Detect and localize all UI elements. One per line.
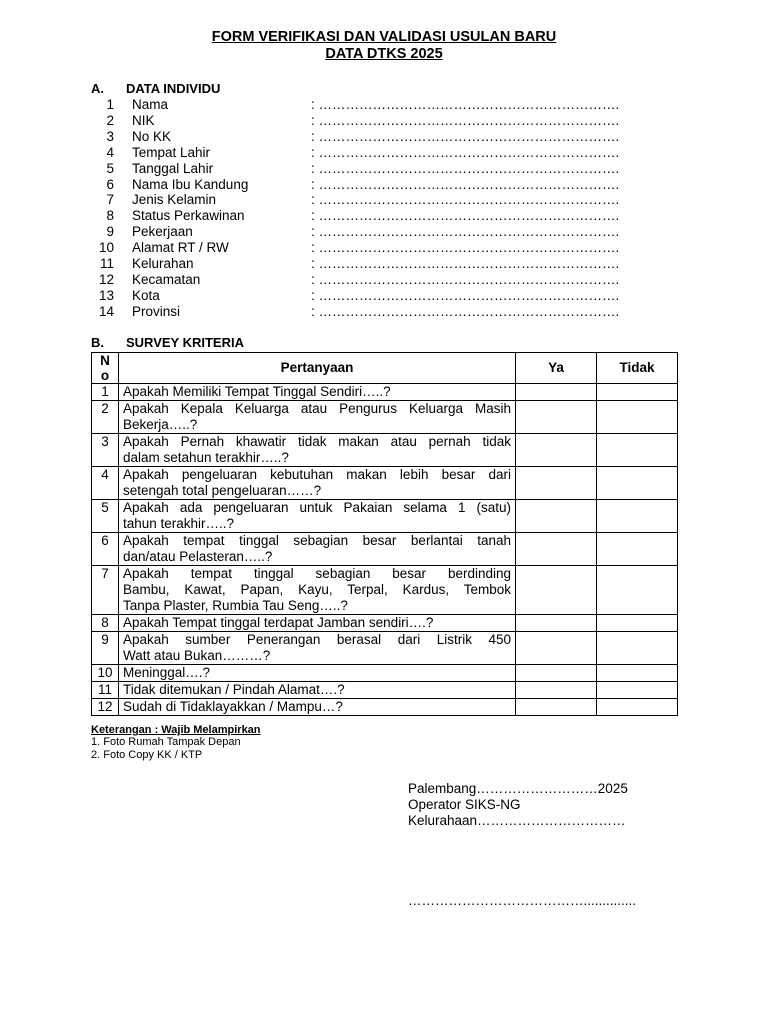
answer-ya-cell[interactable] — [516, 615, 597, 632]
answer-ya-cell[interactable] — [516, 384, 597, 401]
row-number: 12 — [92, 699, 119, 716]
row-number: 8 — [92, 615, 119, 632]
answer-ya-cell[interactable] — [516, 500, 597, 533]
field-number: 2 — [106, 112, 114, 128]
answer-tidak-cell[interactable] — [597, 500, 678, 533]
field-fill-line[interactable]: : …………………………………………………………. — [311, 144, 620, 160]
field-fill-line[interactable]: : …………………………………………………………. — [311, 240, 620, 256]
section-a-heading — [91, 81, 220, 96]
answer-tidak-cell[interactable] — [597, 699, 678, 716]
signature-place-date: Palembang………………………2025 — [408, 781, 628, 796]
field-number: 8 — [106, 208, 114, 224]
field-fill-line[interactable]: : …………………………………………………………. — [311, 112, 620, 128]
question-line: Apakah ada pengeluaran untuk Pakaian selama 1 (satu) — [123, 500, 511, 515]
row-question — [119, 533, 516, 566]
table-row — [92, 533, 678, 566]
question-line: Apakah tempat tinggal sebagian besar berdinding — [123, 566, 511, 581]
field-label: Nama — [132, 97, 169, 112]
question-line: Apakah Tempat tinggal terdapat Jamban sendiri….? — [123, 615, 434, 630]
row-number: 5 — [92, 500, 119, 533]
field-label: Alamat RT / RW — [132, 240, 229, 256]
signature-role: Operator SIKS-NG — [408, 797, 521, 812]
question-line: dalam setahun terakhir…..? — [123, 450, 289, 465]
question-line: Apakah sumber Penerangan berasal dari Listrik 450 — [123, 632, 511, 647]
col-header-no — [92, 353, 119, 384]
section-a-title: DATA INDIVIDU — [126, 81, 221, 96]
question-line: Watt atau Bukan………? — [123, 648, 271, 663]
row-number: 10 — [92, 665, 119, 682]
survey-table-header — [92, 353, 678, 384]
question-line: Apakah Memiliki Tempat Tinggal Sendiri…..? — [123, 384, 391, 399]
field-number: 7 — [106, 192, 114, 208]
col-header-pertanyaan: Pertanyaan — [119, 353, 516, 384]
answer-tidak-cell[interactable] — [597, 434, 678, 467]
col-header-no-text: N o — [100, 353, 110, 383]
table-row — [92, 699, 678, 716]
field-fill-line[interactable]: : …………………………………………………………. — [311, 224, 620, 240]
field-number: 6 — [106, 176, 114, 192]
field-fill-line[interactable]: : …………………………………………………………. — [311, 192, 620, 208]
field-fill-line[interactable]: : …………………………………………………………. — [311, 208, 620, 224]
row-number: 7 — [92, 566, 119, 615]
field-number: 3 — [106, 128, 114, 144]
field-number: 14 — [98, 303, 114, 319]
form-subtitle: DATA DTKS 2025 — [325, 46, 443, 62]
table-row — [92, 467, 678, 500]
answer-ya-cell[interactable] — [516, 665, 597, 682]
table-row — [92, 401, 678, 434]
form-title: FORM VERIFIKASI DAN VALIDASI USULAN BARU — [211, 29, 557, 45]
field-number: 1 — [106, 97, 114, 112]
row-question — [119, 699, 516, 716]
field-fill-line[interactable]: : …………………………………………………………. — [311, 271, 620, 287]
answer-tidak-cell[interactable] — [597, 682, 678, 699]
question-line: Apakah Kepala Keluarga atau Pengurus Keluarga Masih — [123, 401, 511, 416]
field-number: 11 — [99, 256, 114, 271]
answer-ya-cell[interactable] — [516, 566, 597, 615]
answer-ya-cell[interactable] — [516, 401, 597, 434]
section-b-letter: B. — [91, 335, 104, 350]
field-fill-line[interactable]: : …………………………………………………………. — [311, 287, 620, 303]
field-number: 13 — [98, 287, 114, 303]
row-number: 2 — [92, 401, 119, 434]
answer-tidak-cell[interactable] — [597, 632, 678, 665]
field-label: Kecamatan — [132, 271, 201, 287]
row-question — [119, 632, 516, 665]
field-label: NIK — [132, 112, 155, 128]
col-header-ya: Ya — [516, 353, 597, 384]
table-row — [92, 632, 678, 665]
answer-ya-cell[interactable] — [516, 699, 597, 716]
answer-tidak-cell[interactable] — [597, 615, 678, 632]
table-row — [92, 615, 678, 632]
section-b-title: SURVEY KRITERIA — [126, 335, 244, 350]
field-label: Kelurahan — [132, 256, 194, 271]
row-number: 4 — [92, 467, 119, 500]
field-fill-line[interactable]: : …………………………………………………………. — [311, 97, 620, 112]
row-number: 6 — [92, 533, 119, 566]
field-label: Tempat Lahir — [132, 144, 211, 160]
question-line: Bambu, Kawat, Papan, Kayu, Terpal, Kardus, Tembok — [123, 582, 511, 597]
answer-ya-cell[interactable] — [516, 533, 597, 566]
row-question — [119, 434, 516, 467]
field-number: 5 — [106, 160, 114, 176]
signature-kelurahan: Kelurahaan…………………………… — [408, 813, 626, 828]
field-label: Provinsi — [132, 303, 181, 319]
answer-ya-cell[interactable] — [516, 682, 597, 699]
keterangan-heading: Keterangan : Wajib Melampirkan — [91, 724, 261, 736]
field-label: Tanggal Lahir — [132, 160, 214, 176]
field-number: 4 — [106, 144, 114, 160]
row-question — [119, 615, 516, 632]
field-label: Nama Ibu Kandung — [132, 176, 249, 192]
question-line: Sudah di Tidaklayakkan / Mampu…? — [123, 699, 343, 714]
answer-tidak-cell[interactable] — [597, 566, 678, 615]
section-a-letter: A. — [91, 81, 104, 96]
row-question — [119, 665, 516, 682]
row-number: 1 — [92, 384, 119, 401]
answer-ya-cell[interactable] — [516, 434, 597, 467]
question-line: setengah total pengeluaran……? — [123, 483, 322, 498]
keterangan — [91, 724, 261, 762]
row-question — [119, 467, 516, 500]
answer-tidak-cell[interactable] — [597, 401, 678, 434]
question-line: Meninggal….? — [123, 665, 211, 680]
keterangan-item: 1. Foto Rumah Tampak Depan — [91, 736, 241, 748]
section-b-heading — [91, 335, 244, 350]
field-label: Status Perkawinan — [132, 208, 245, 224]
table-row — [92, 566, 678, 615]
row-number: 11 — [92, 682, 119, 699]
field-number: 12 — [98, 271, 114, 287]
col-header-tidak: Tidak — [597, 353, 678, 384]
row-question — [119, 500, 516, 533]
answer-tidak-cell[interactable] — [597, 533, 678, 566]
field-label: Pekerjaan — [132, 224, 193, 240]
row-number: 9 — [92, 632, 119, 665]
question-line: Tidak ditemukan / Pindah Alamat….? — [123, 682, 345, 697]
signature-name-line: ………………………………….............. — [408, 893, 637, 908]
field-number: 10 — [98, 240, 114, 256]
question-line: Apakah pengeluaran kebutuhan makan lebih besar dari — [123, 467, 511, 482]
row-question — [119, 401, 516, 434]
table-row — [92, 384, 678, 401]
field-number: 9 — [106, 224, 114, 240]
answer-tidak-cell[interactable] — [597, 467, 678, 500]
row-question — [119, 682, 516, 699]
row-question — [119, 384, 516, 401]
field-label: Jenis Kelamin — [132, 192, 217, 208]
survey-table — [91, 352, 678, 716]
question-line: Apakah tempat tinggal sebagian besar berlantai tanah — [123, 533, 511, 548]
field-fill-line[interactable]: : …………………………………………………………. — [311, 176, 620, 192]
field-fill-line[interactable]: : …………………………………………………………. — [311, 160, 620, 176]
table-row — [92, 682, 678, 699]
table-row — [92, 500, 678, 533]
field-fill-line[interactable]: : …………………………………………………………. — [311, 303, 620, 319]
table-row — [92, 434, 678, 467]
table-row — [92, 665, 678, 682]
question-line: tahun terakhir…..? — [123, 516, 235, 531]
row-number: 3 — [92, 434, 119, 467]
field-label: No KK — [132, 128, 172, 144]
answer-ya-cell[interactable] — [516, 632, 597, 665]
field-fill-line[interactable]: : …………………………………………………………. — [311, 256, 620, 271]
field-label: Kota — [132, 287, 160, 303]
keterangan-item: 2. Foto Copy KK / KTP — [91, 749, 203, 761]
question-line: Apakah Pernah khawatir tidak makan atau pernah tidak — [123, 434, 511, 449]
question-line: Tanpa Plaster, Rumbia Tau Seng…..? — [123, 598, 348, 613]
question-line: Bekerja…..? — [123, 417, 198, 432]
answer-tidak-cell[interactable] — [597, 665, 678, 682]
question-line: dan/atau Pelasteran…..? — [123, 549, 273, 564]
answer-ya-cell[interactable] — [516, 467, 597, 500]
answer-tidak-cell[interactable] — [597, 384, 678, 401]
field-fill-line[interactable]: : …………………………………………………………. — [311, 128, 620, 144]
row-question — [119, 566, 516, 615]
